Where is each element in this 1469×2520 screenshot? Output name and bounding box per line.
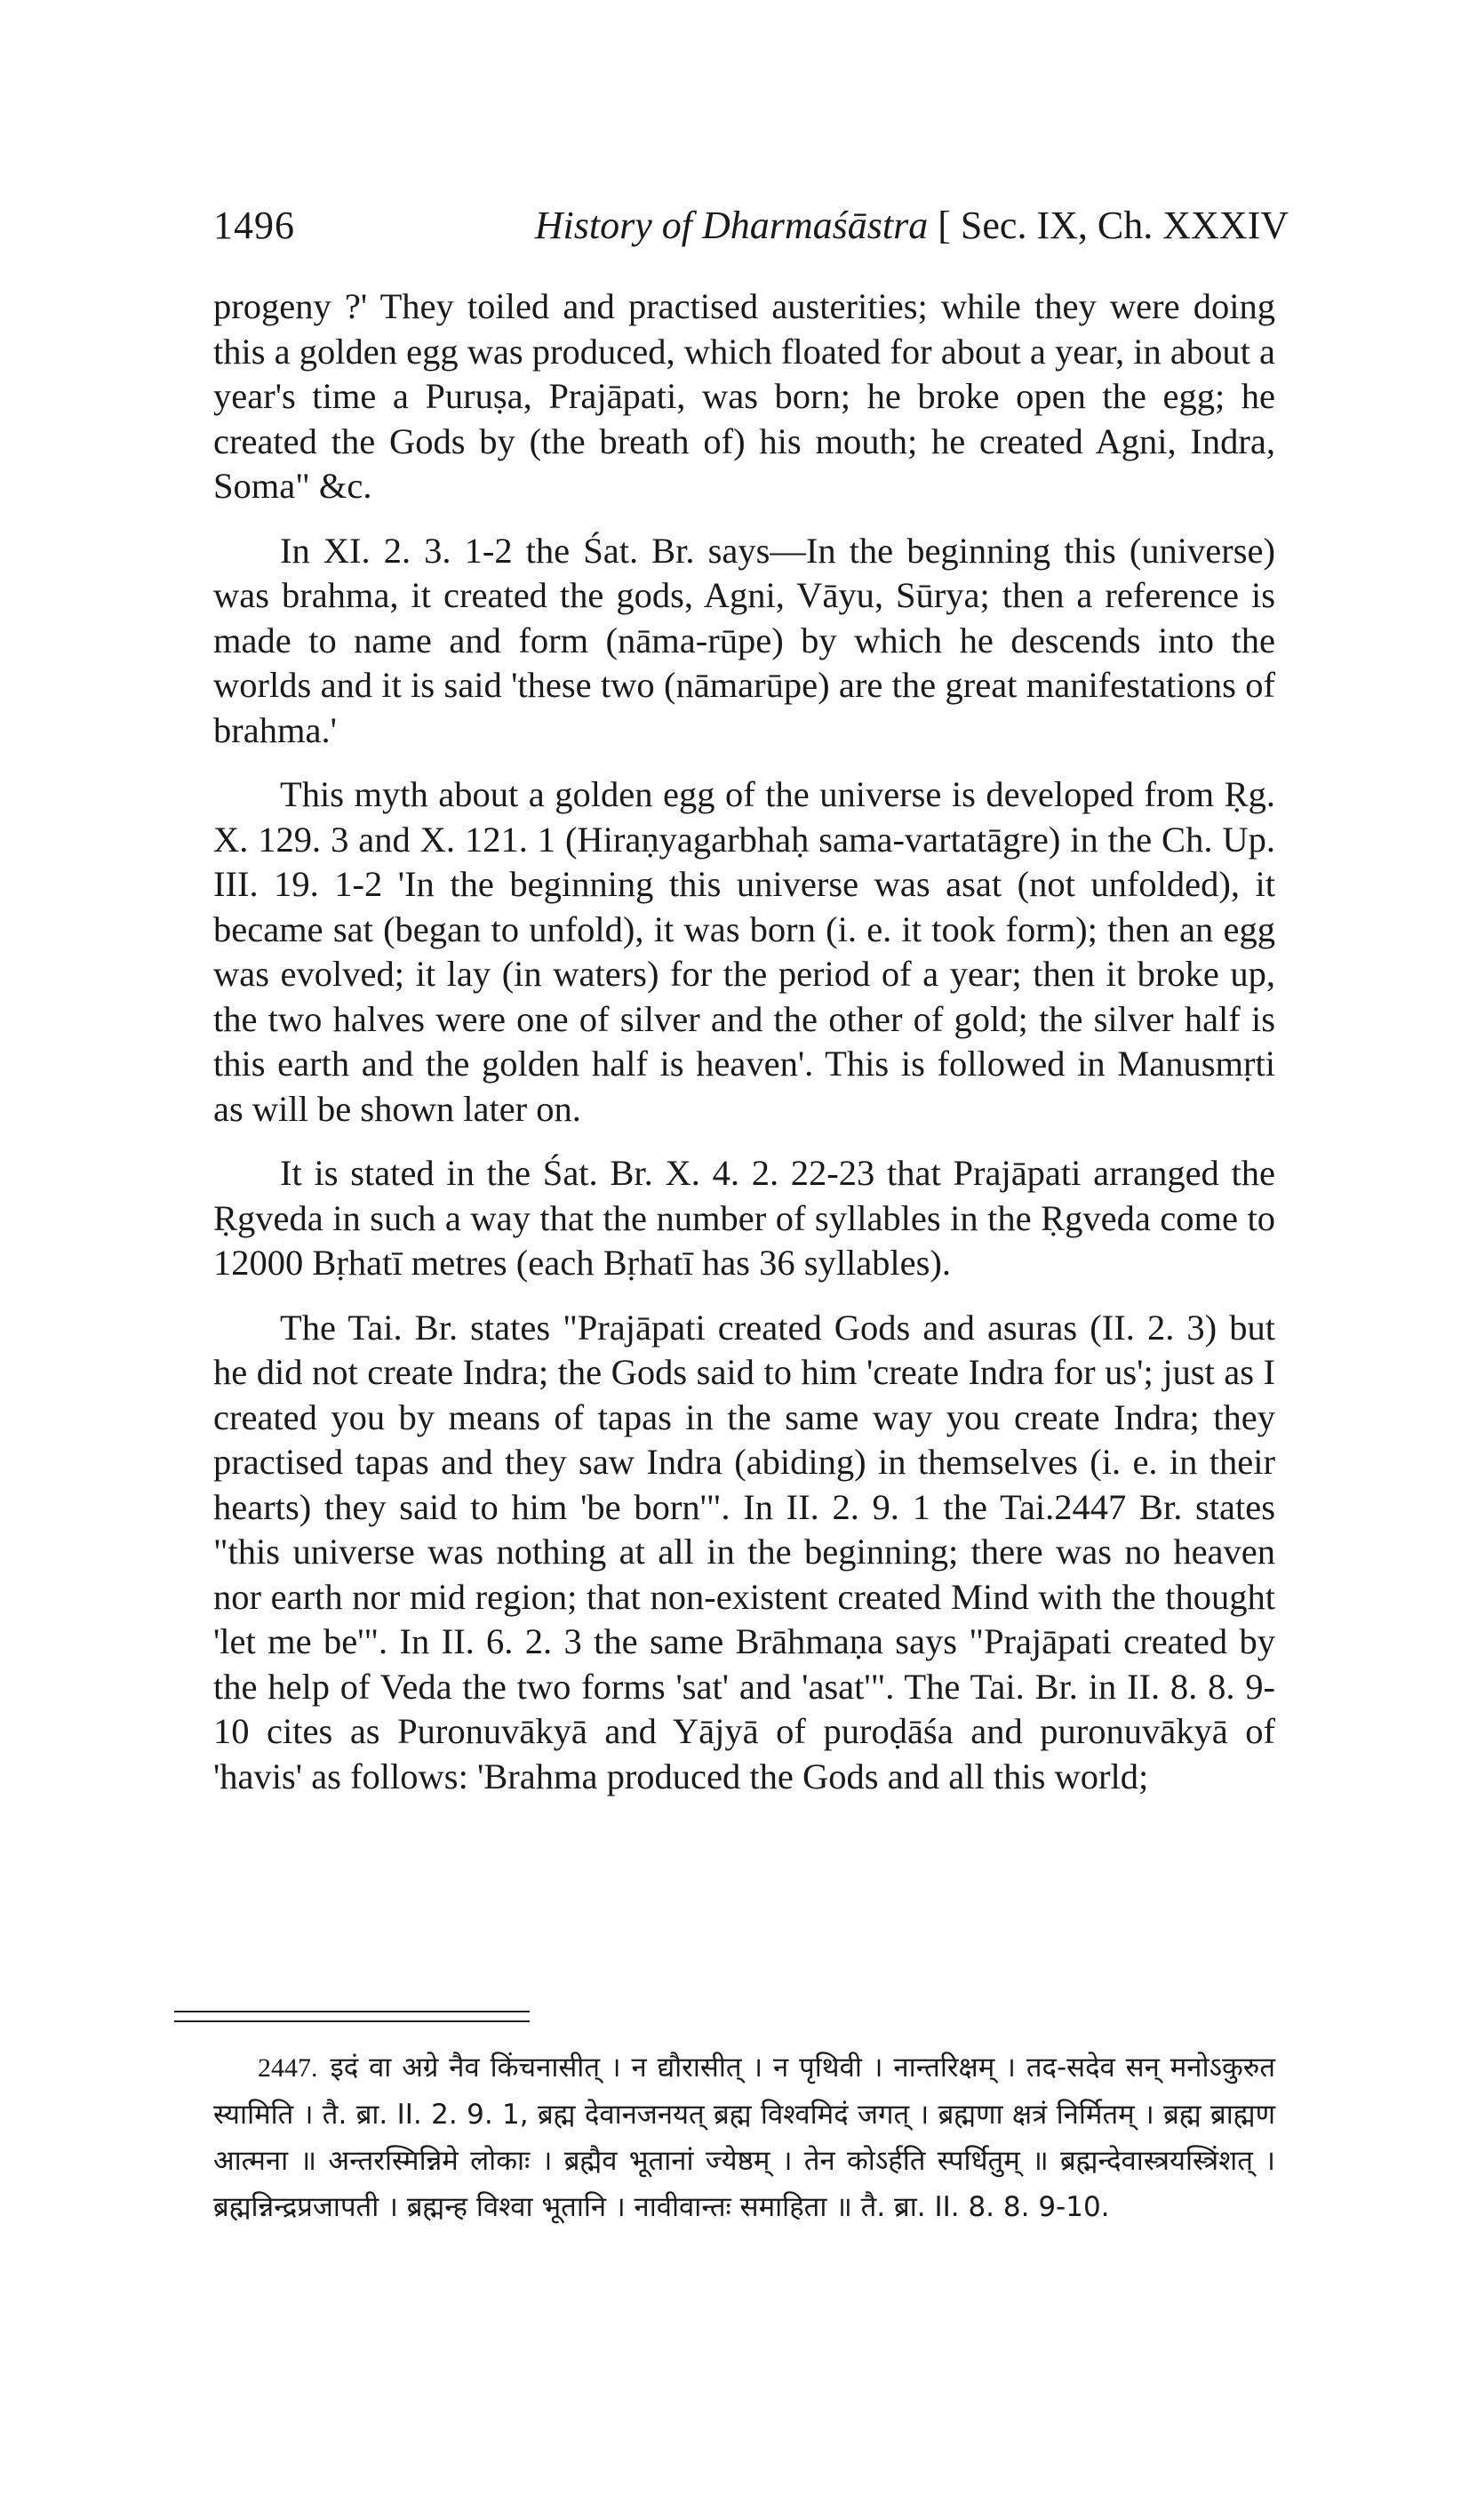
running-head bbox=[213, 203, 1289, 256]
footnote-text: इदं वा अग्रे नैव किंचनासीत् । न द्यौरासीत् । न पृथिवी । नान्तरिक्षम् । तद-सदेव सन् मनोऽकुरुत स्यामिति । तै. ब्रा. II. 2. 9. 1, ब्रह्म देवानजनयत् ब्रह्म विश्वमिदं जगत् । ब्रह्मणा क्षत्रं निर्मितम् । ब्रह्म ब्राह्मण आत्मना ॥ अन्तरस्मिन्निमे लोकाः । ब्रह्मैव भूतानां ज्येष्ठम् । तेन कोऽर्हति स्पर्धितुम् ॥ ब्रह्मन्देवास्त्रयस्त्रिंशत् । ब्रह्मन्निन्द्रप्रजापती । ब्रह्मन्ह विश्वा भूतानि । नावीवान्तः समाहिता ॥ तै. ब्रा. II. 8. 8. 9-10. bbox=[213, 2052, 1275, 2223]
page-number: 1496 bbox=[213, 204, 295, 247]
footnote-divider bbox=[174, 2011, 530, 2022]
paragraph: progeny ?' They toiled and practised austerities; while they were doing this a golden egg was produced, which floated for about a year, in about a year's time a Puruṣa, Prajāpati, was born; he broke open the egg; he created the Gods by (the breath of) his mouth; he created Agni, Indra, Soma" &c. bbox=[213, 286, 1275, 506]
body-text bbox=[213, 284, 1275, 1819]
section-label: [ Sec. IX, Ch. XXXIV bbox=[938, 204, 1289, 247]
paragraph: This myth about a golden egg of the universe is developed from Ṛg. X. 129. 3 and X. 121. 1 (Hiraṇyagarbhaḥ sama-vartatāgre) in the Ch. Up. III. 19. 1-2 'In the beginning this universe was asat (not unfolded), it became sat (began to unfold), it was born (i. e. it took form); then an egg was evolved; it lay (in waters) for the period of a year; then it broke up, the two halves were one of silver and the other of gold; the silver half is this earth and the golden half is heaven'. This is followed in Manusmṛti as will be shown later on. bbox=[213, 774, 1275, 1129]
book-title: History of Dharmaśāstra bbox=[534, 204, 929, 247]
footnote-number: 2447. bbox=[258, 2053, 318, 2083]
paragraph: It is stated in the Śat. Br. X. 4. 2. 22-23 that Prajāpati arranged the Ṛgveda in such a way that the number of syllables in the Ṛgveda come to 12000 Bṛhatī metres (each Bṛhatī has 36 syllables). bbox=[213, 1153, 1275, 1283]
header-title bbox=[535, 203, 1289, 248]
paragraph: The Tai. Br. states "Prajāpati created Gods and asuras (II. 2. 3) but he did not create Indra; the Gods said to him 'create Indra for us'; just as I created you by means of tapas in the same way you create Indra; they practised tapas and they saw Indra (abiding) in themselves (i. e. in their hearts) they said to him 'be born'". In II. 2. 9. 1 the Tai.2447 Br. states "this universe was nothing at all in the beginning; there was no heaven nor earth nor mid region; that non-existent created Mind with the thought 'let me be'". In II. 6. 2. 3 the same Brāhmaṇa says "Prajāpati created by the help of Veda the two forms 'sat' and 'asat'". The Tai. Br. in II. 8. 8. 9-10 cites as Puronuvākyā and Yājyā of puroḍāśa and puronuvākyā of 'havis' as follows: 'Brahma produced the Gods and all this world; bbox=[213, 1307, 1275, 1796]
paragraph: In XI. 2. 3. 1-2 the Śat. Br. says—In the beginning this (universe) was brahma, it created the gods, Agni, Vāyu, Sūrya; then a reference is made to name and form (nāma-rūpe) by which he descends into the worlds and it is said 'these two (nāmarūpe) are the great manifestations of brahma.' bbox=[213, 530, 1275, 750]
footnote bbox=[213, 2044, 1275, 2230]
